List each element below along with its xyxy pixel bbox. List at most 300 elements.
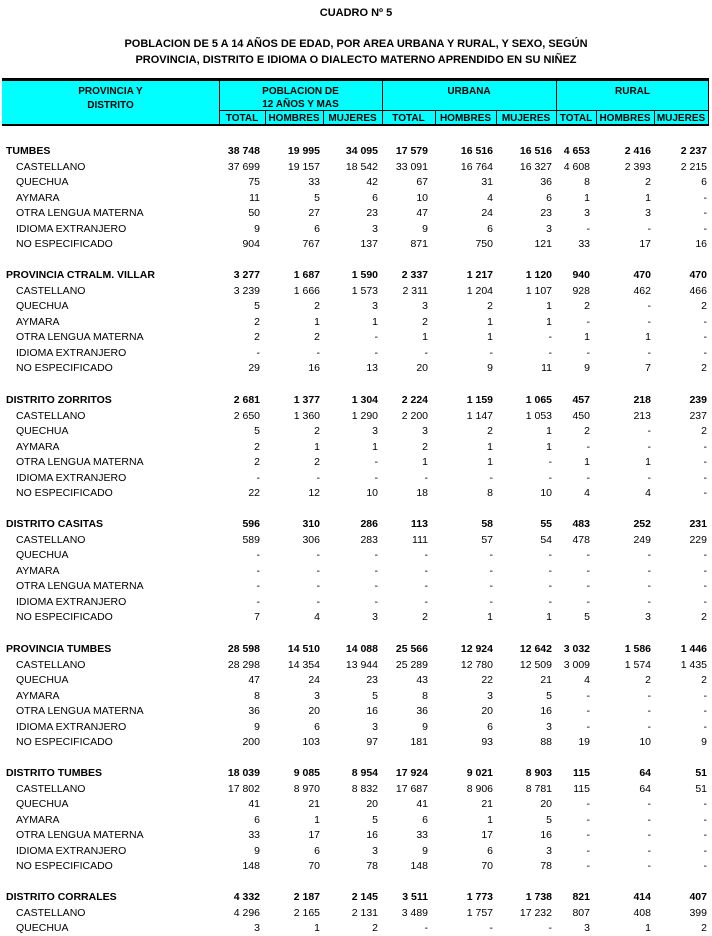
language-label: CASTELLANO xyxy=(16,160,86,173)
cell-poblacion-total: 8 xyxy=(254,689,260,702)
cell-poblacion-hombres: 33 xyxy=(308,176,320,188)
cell-rural-hombres: - xyxy=(647,720,651,733)
cell-poblacion-total: - xyxy=(256,564,260,577)
cell-urbana-hombres: 1 xyxy=(487,315,493,328)
cell-rural-mujeres: 2 237 xyxy=(680,145,707,157)
cell-poblacion-hombres: 1 xyxy=(314,315,320,328)
cell-rural-hombres: 17 xyxy=(639,238,651,250)
cell-urbana-total: 18 xyxy=(416,487,428,499)
cell-rural-mujeres: - xyxy=(703,456,707,468)
table-row xyxy=(0,361,712,376)
cell-urbana-total: 2 337 xyxy=(401,269,428,281)
language-label: QUECHUA xyxy=(16,300,69,312)
cell-poblacion-total: 904 xyxy=(242,238,260,250)
cell-poblacion-hombres: 1 xyxy=(314,922,320,934)
cell-urbana-total: 3 511 xyxy=(402,891,428,903)
cell-urbana-mujeres: 54 xyxy=(540,533,552,546)
cell-urbana-hombres: 58 xyxy=(481,518,493,530)
cell-rural-total: 4 xyxy=(584,487,590,499)
cell-urbana-mujeres: 21 xyxy=(540,674,552,686)
language-label: NO ESPECIFICADO xyxy=(16,238,113,250)
language-label: CASTELLANO xyxy=(16,533,86,546)
cell-urbana-hombres: 6 xyxy=(487,720,493,733)
table-row xyxy=(0,191,712,206)
cell-poblacion-mujeres: - xyxy=(374,471,378,484)
cell-poblacion-hombres: 306 xyxy=(302,533,320,546)
header-provincia-label-2: DISTRITO xyxy=(87,100,134,111)
cell-rural-mujeres: - xyxy=(703,471,707,484)
cell-poblacion-hombres: 6 xyxy=(314,222,320,235)
subheader-hombres: HOMBRES xyxy=(439,113,492,124)
cell-urbana-total: 2 224 xyxy=(401,394,428,406)
cell-urbana-total: 33 091 xyxy=(395,160,428,173)
cell-rural-mujeres: 2 xyxy=(701,922,707,934)
cell-urbana-total: 25 566 xyxy=(395,643,428,655)
cell-urbana-hombres: 17 xyxy=(481,829,493,841)
cell-rural-hombres: 1 xyxy=(645,191,651,204)
cell-urbana-hombres: 31 xyxy=(481,176,493,188)
cell-poblacion-mujeres: 3 xyxy=(372,844,378,857)
cell-rural-mujeres: - xyxy=(703,315,707,328)
cell-poblacion-mujeres: 137 xyxy=(360,238,378,250)
cell-rural-hombres: - xyxy=(647,860,651,872)
cell-urbana-total: - xyxy=(424,580,428,592)
cell-urbana-total: 871 xyxy=(410,238,428,250)
cell-rural-mujeres: - xyxy=(703,207,707,219)
language-label: IDIOMA EXTRANJERO xyxy=(16,844,127,857)
cell-poblacion-hombres: 9 085 xyxy=(293,767,320,779)
cell-urbana-mujeres: 36 xyxy=(540,176,552,188)
cell-urbana-hombres: 2 xyxy=(487,300,493,312)
cell-urbana-total: - xyxy=(424,922,428,934)
table-row xyxy=(0,548,712,563)
cell-poblacion-mujeres: 1 590 xyxy=(351,269,378,281)
language-label: QUECHUA xyxy=(16,674,69,686)
table-row xyxy=(0,330,712,345)
cell-rural-hombres: 64 xyxy=(639,767,651,779)
cell-poblacion-total: - xyxy=(256,580,260,592)
cell-poblacion-hombres: 21 xyxy=(308,798,320,810)
cell-urbana-hombres: 24 xyxy=(481,207,493,219)
cell-urbana-mujeres: - xyxy=(548,595,552,608)
language-label: IDIOMA EXTRANJERO xyxy=(16,222,127,235)
table-title-line-1: POBLACION DE 5 A 14 AÑOS DE EDAD, POR AREA URBANA Y RURAL, Y SEXO, SEGÚN xyxy=(124,38,588,50)
cell-urbana-hombres: 750 xyxy=(475,238,493,250)
cell-poblacion-total: 9 xyxy=(254,720,260,733)
cell-rural-hombres: 252 xyxy=(633,518,651,530)
header-rural: RURAL xyxy=(615,86,650,97)
cell-urbana-hombres: - xyxy=(489,346,493,359)
cell-rural-total: - xyxy=(586,860,590,872)
cell-urbana-mujeres: 8 781 xyxy=(525,782,552,795)
group-name: DISTRITO ZORRITOS xyxy=(6,394,112,406)
cell-rural-mujeres: - xyxy=(703,829,707,841)
cell-poblacion-hombres: 14 510 xyxy=(287,643,320,655)
cell-urbana-mujeres: 16 xyxy=(540,705,552,717)
cell-poblacion-hombres: 2 xyxy=(314,425,320,437)
cell-poblacion-total: - xyxy=(256,549,260,561)
cell-poblacion-mujeres: 18 542 xyxy=(345,160,378,173)
cell-rural-mujeres: 6 xyxy=(701,176,707,188)
table-row xyxy=(0,471,712,486)
group-name: PROVINCIA CTRALM. VILLAR xyxy=(6,269,155,281)
cell-urbana-total: 17 579 xyxy=(395,145,428,157)
table-row xyxy=(0,315,712,330)
language-label: CASTELLANO xyxy=(16,409,86,422)
cell-rural-mujeres: 2 xyxy=(701,300,707,312)
cell-poblacion-hombres: 1 360 xyxy=(293,409,320,422)
cell-rural-total: 4 xyxy=(584,674,590,686)
subheader-mujeres: MUJERES xyxy=(328,113,377,124)
cell-poblacion-total: 3 xyxy=(254,922,260,934)
language-label: QUECHUA xyxy=(16,425,69,437)
cell-poblacion-mujeres: 3 xyxy=(372,425,378,437)
cell-urbana-mujeres: - xyxy=(548,331,552,343)
cell-poblacion-mujeres: 42 xyxy=(366,176,378,188)
cell-poblacion-mujeres: 16 xyxy=(366,705,378,717)
language-label: IDIOMA EXTRANJERO xyxy=(16,720,127,733)
table-row xyxy=(0,486,712,501)
cell-poblacion-total: - xyxy=(256,471,260,484)
cell-urbana-total: 43 xyxy=(416,674,428,686)
cell-urbana-hombres: - xyxy=(489,549,493,561)
language-label: AYMARA xyxy=(16,440,60,453)
cell-rural-total: 3 032 xyxy=(563,643,590,655)
language-label: NO ESPECIFICADO xyxy=(16,860,113,872)
group-total-row xyxy=(0,890,712,905)
cell-rural-hombres: 2 416 xyxy=(624,145,651,157)
cell-rural-mujeres: 239 xyxy=(689,394,707,406)
cell-poblacion-total: - xyxy=(256,346,260,359)
cell-rural-hombres: - xyxy=(647,346,651,359)
cell-urbana-total: 2 311 xyxy=(402,284,428,297)
cell-rural-hombres: 408 xyxy=(633,906,651,919)
cell-rural-total: 115 xyxy=(573,782,590,795)
cell-poblacion-mujeres: 3 xyxy=(372,611,378,623)
table-row xyxy=(0,859,712,874)
cell-poblacion-mujeres: 1 xyxy=(372,440,378,453)
cell-poblacion-hombres: 70 xyxy=(308,860,320,872)
cell-rural-mujeres: - xyxy=(703,813,707,826)
cell-rural-total: 4 653 xyxy=(563,145,590,157)
cell-rural-mujeres: 51 xyxy=(695,782,707,795)
cell-poblacion-total: 37 699 xyxy=(227,160,260,173)
cell-rural-hombres: - xyxy=(647,471,651,484)
cell-rural-mujeres: - xyxy=(703,549,707,561)
cell-poblacion-hombres: 8 970 xyxy=(293,782,320,795)
cell-urbana-hombres: - xyxy=(489,471,493,484)
cell-rural-hombres: 2 393 xyxy=(624,160,651,173)
cell-rural-mujeres: - xyxy=(703,720,707,733)
cell-poblacion-hombres: 767 xyxy=(302,238,320,250)
cell-poblacion-mujeres: 3 xyxy=(372,222,378,235)
language-label: AYMARA xyxy=(16,813,60,826)
cell-poblacion-total: 2 xyxy=(254,456,260,468)
language-label: CASTELLANO xyxy=(16,782,86,795)
table-row xyxy=(0,673,712,688)
cell-rural-total: 1 xyxy=(584,191,590,204)
table-row xyxy=(0,455,712,470)
cell-poblacion-mujeres: - xyxy=(374,456,378,468)
cell-urbana-hombres: 1 757 xyxy=(466,906,493,919)
cell-poblacion-mujeres: 13 944 xyxy=(345,658,378,671)
cell-poblacion-mujeres: 3 xyxy=(372,300,378,312)
table-row xyxy=(0,720,712,735)
cell-poblacion-total: 36 xyxy=(248,705,260,717)
table-row xyxy=(0,658,712,673)
table-row xyxy=(0,704,712,719)
cell-urbana-hombres: 1 159 xyxy=(466,394,493,406)
cell-rural-hombres: - xyxy=(647,564,651,577)
cell-poblacion-total: 3 239 xyxy=(233,284,260,297)
cell-rural-total: 940 xyxy=(572,269,590,281)
cell-rural-mujeres: 2 215 xyxy=(680,160,707,173)
cell-rural-mujeres: - xyxy=(703,860,707,872)
table-number: CUADRO Nº 5 xyxy=(319,7,393,19)
cell-rural-total: 3 009 xyxy=(563,658,590,671)
cell-urbana-hombres: 12 924 xyxy=(460,643,493,655)
cell-urbana-hombres: 1 xyxy=(487,331,493,343)
table-row xyxy=(0,533,712,548)
cell-poblacion-hombres: - xyxy=(316,595,320,608)
table-title-line-2: PROVINCIA, DISTRITO E IDIOMA O DIALECTO MATERNO APRENDIDO EN SU NIÑEZ xyxy=(135,54,577,66)
cell-rural-mujeres: 2 xyxy=(701,674,707,686)
language-label: OTRA LENGUA MATERNA xyxy=(16,580,144,592)
language-label: NO ESPECIFICADO xyxy=(16,736,113,748)
cell-poblacion-hombres: 17 xyxy=(308,829,320,841)
cell-urbana-hombres: 16 516 xyxy=(460,145,493,157)
cell-rural-total: - xyxy=(586,829,590,841)
language-label: IDIOMA EXTRANJERO xyxy=(16,346,127,359)
cell-urbana-hombres: 57 xyxy=(481,533,493,546)
cell-poblacion-mujeres: 8 954 xyxy=(351,767,378,779)
cell-poblacion-total: 2 xyxy=(254,315,260,328)
cell-urbana-mujeres: - xyxy=(548,346,552,359)
cell-rural-hombres: - xyxy=(647,689,651,702)
cell-urbana-total: 2 xyxy=(422,440,428,453)
cell-urbana-total: 111 xyxy=(412,533,428,546)
header-provincia-label-1: PROVINCIA Y xyxy=(78,86,143,97)
language-label: CASTELLANO xyxy=(16,658,86,671)
cell-rural-hombres: 1 xyxy=(645,922,651,934)
language-label: AYMARA xyxy=(16,315,60,328)
cell-urbana-hombres: 93 xyxy=(481,736,493,748)
cell-poblacion-hombres: 2 xyxy=(314,456,320,468)
language-label: AYMARA xyxy=(16,564,60,577)
language-label: AYMARA xyxy=(16,191,60,204)
cell-poblacion-hombres: 6 xyxy=(314,720,320,733)
cell-poblacion-mujeres: 2 xyxy=(372,922,378,934)
cell-poblacion-total: 2 xyxy=(254,440,260,453)
cell-poblacion-hombres: 19 157 xyxy=(287,160,320,173)
cell-urbana-mujeres: 1 xyxy=(546,425,552,437)
cell-rural-mujeres: 1 446 xyxy=(680,643,707,655)
cell-rural-total: 483 xyxy=(572,518,590,530)
cell-rural-total: - xyxy=(586,844,590,857)
cell-urbana-hombres: 1 217 xyxy=(466,269,493,281)
cell-urbana-mujeres: 3 xyxy=(546,222,552,235)
cell-poblacion-mujeres: - xyxy=(374,346,378,359)
cell-urbana-hombres: 8 xyxy=(487,487,493,499)
cell-poblacion-mujeres: 14 088 xyxy=(345,643,378,655)
table-row xyxy=(0,409,712,424)
cell-urbana-hombres: 6 xyxy=(487,222,493,235)
language-label: AYMARA xyxy=(16,689,60,702)
cell-poblacion-total: 5 xyxy=(254,425,260,437)
cell-rural-total: 450 xyxy=(572,409,590,422)
cell-poblacion-mujeres: 20 xyxy=(366,798,378,810)
cell-rural-mujeres: - xyxy=(703,222,707,235)
cell-rural-mujeres: - xyxy=(703,191,707,204)
cell-poblacion-mujeres: - xyxy=(374,564,378,577)
cell-poblacion-hombres: 103 xyxy=(302,736,320,748)
cell-urbana-total: 9 xyxy=(422,720,428,733)
cell-rural-hombres: 7 xyxy=(645,362,651,374)
language-label: NO ESPECIFICADO xyxy=(16,487,113,499)
cell-urbana-mujeres: 8 903 xyxy=(525,767,552,779)
cell-rural-total: 2 xyxy=(584,300,590,312)
cell-urbana-hombres: 9 021 xyxy=(466,767,493,779)
cell-urbana-total: 113 xyxy=(411,518,428,530)
cell-urbana-total: 1 xyxy=(422,331,428,343)
cell-urbana-hombres: 1 xyxy=(487,813,493,826)
cell-rural-mujeres: - xyxy=(703,844,707,857)
language-label: OTRA LENGUA MATERNA xyxy=(16,705,144,717)
group-name: PROVINCIA TUMBES xyxy=(6,643,112,655)
cell-urbana-total: 25 289 xyxy=(395,658,428,671)
language-label: NO ESPECIFICADO xyxy=(16,362,113,374)
cell-rural-mujeres: 1 435 xyxy=(680,658,707,671)
group-total-row xyxy=(0,766,712,781)
cell-urbana-mujeres: - xyxy=(548,564,552,577)
cell-urbana-mujeres: 5 xyxy=(546,813,552,826)
cell-rural-mujeres: 51 xyxy=(695,767,707,779)
cell-rural-mujeres: - xyxy=(703,595,707,608)
cell-rural-hombres: - xyxy=(647,315,651,328)
cell-urbana-total: 67 xyxy=(416,176,428,188)
cell-poblacion-total: 7 xyxy=(254,611,260,623)
table-row xyxy=(0,424,712,439)
subheader-total: TOTAL xyxy=(559,113,593,124)
cell-urbana-total: - xyxy=(424,346,428,359)
group-name: DISTRITO CASITAS xyxy=(6,518,104,530)
table-row xyxy=(0,689,712,704)
cell-urbana-hombres: - xyxy=(489,922,493,934)
cell-rural-total: - xyxy=(586,813,590,826)
cell-urbana-total: - xyxy=(424,549,428,561)
cell-urbana-mujeres: 1 xyxy=(546,315,552,328)
cell-urbana-hombres: 3 xyxy=(487,689,493,702)
cell-poblacion-mujeres: 5 xyxy=(372,813,378,826)
cell-poblacion-total: 18 039 xyxy=(227,767,260,779)
language-label: OTRA LENGUA MATERNA xyxy=(16,331,144,343)
cell-urbana-mujeres: 78 xyxy=(540,860,552,872)
cell-poblacion-mujeres: 10 xyxy=(366,487,378,499)
cell-poblacion-hombres: 2 187 xyxy=(293,891,320,903)
cell-rural-total: 928 xyxy=(572,284,590,297)
table-row xyxy=(0,579,712,594)
subheader-hombres: HOMBRES xyxy=(268,113,320,124)
cell-rural-total: - xyxy=(586,689,590,702)
cell-urbana-hombres: 21 xyxy=(481,798,493,810)
cell-poblacion-mujeres: 34 095 xyxy=(345,145,378,157)
cell-poblacion-hombres: 2 xyxy=(314,331,320,343)
cell-poblacion-mujeres: 16 xyxy=(366,829,378,841)
cell-urbana-mujeres: 11 xyxy=(541,362,552,374)
table-row xyxy=(0,782,712,797)
cell-rural-hombres: - xyxy=(647,595,651,608)
cell-rural-hombres: - xyxy=(647,829,651,841)
cell-urbana-hombres: 1 xyxy=(487,440,493,453)
cell-poblacion-hombres: 5 xyxy=(314,191,320,204)
cell-poblacion-total: 28 598 xyxy=(227,643,260,655)
cell-urbana-mujeres: 5 xyxy=(546,689,552,702)
cell-poblacion-hombres: 1 xyxy=(314,440,320,453)
group-total-row xyxy=(0,642,712,657)
cell-poblacion-mujeres: 2 145 xyxy=(351,891,378,903)
cell-poblacion-total: 6 xyxy=(254,813,260,826)
cell-rural-total: - xyxy=(586,315,590,328)
cell-rural-mujeres: 407 xyxy=(689,891,707,903)
cell-rural-total: - xyxy=(586,564,590,577)
cell-rural-total: - xyxy=(586,471,590,484)
cell-rural-hombres: 213 xyxy=(633,409,651,422)
cell-rural-mujeres: - xyxy=(703,705,707,717)
group-total-row xyxy=(0,268,712,283)
cell-rural-hombres: - xyxy=(647,300,651,312)
cell-rural-mujeres: 2 xyxy=(701,425,707,437)
cell-poblacion-total: 41 xyxy=(248,798,260,810)
cell-poblacion-hombres: 27 xyxy=(308,207,320,219)
cell-urbana-hombres: 20 xyxy=(481,705,493,717)
cell-poblacion-total: 5 xyxy=(254,300,260,312)
table-row xyxy=(0,237,712,252)
cell-poblacion-total: 4 296 xyxy=(233,906,260,919)
cell-rural-mujeres: 2 xyxy=(701,362,707,374)
cell-urbana-hombres: 8 906 xyxy=(466,782,493,795)
cell-urbana-total: 2 200 xyxy=(401,409,428,422)
cell-poblacion-mujeres: 2 131 xyxy=(351,906,378,919)
cell-urbana-total: 1 xyxy=(422,456,428,468)
cell-poblacion-mujeres: 8 832 xyxy=(351,782,378,795)
table-row xyxy=(0,610,712,625)
cell-urbana-mujeres: 20 xyxy=(540,798,552,810)
cell-urbana-total: 2 xyxy=(422,611,428,623)
cell-urbana-hombres: 1 147 xyxy=(466,409,493,422)
cell-rural-hombres: 10 xyxy=(639,736,651,748)
cell-urbana-total: 3 xyxy=(422,300,428,312)
cell-rural-mujeres: - xyxy=(703,331,707,343)
table-row xyxy=(0,440,712,455)
subheader-total: TOTAL xyxy=(392,113,425,124)
group-name: DISTRITO TUMBES xyxy=(6,767,103,779)
group-name: TUMBES xyxy=(6,145,51,157)
cell-rural-hombres: 470 xyxy=(633,269,651,281)
cell-urbana-mujeres: 1 xyxy=(546,440,552,453)
cell-poblacion-total: 9 xyxy=(254,844,260,857)
cell-rural-mujeres: - xyxy=(703,580,707,592)
cell-poblacion-mujeres: 1 573 xyxy=(351,284,378,297)
cell-rural-mujeres: - xyxy=(703,798,707,810)
cell-rural-hombres: 1 586 xyxy=(624,643,651,655)
cell-rural-mujeres: - xyxy=(703,564,707,577)
cell-urbana-mujeres: 1 xyxy=(546,611,552,623)
table-row xyxy=(0,222,712,237)
table-row xyxy=(0,175,712,190)
cell-poblacion-total: 11 xyxy=(249,191,260,204)
cell-poblacion-hombres: 19 995 xyxy=(287,145,320,157)
cell-urbana-total: 148 xyxy=(410,860,428,872)
